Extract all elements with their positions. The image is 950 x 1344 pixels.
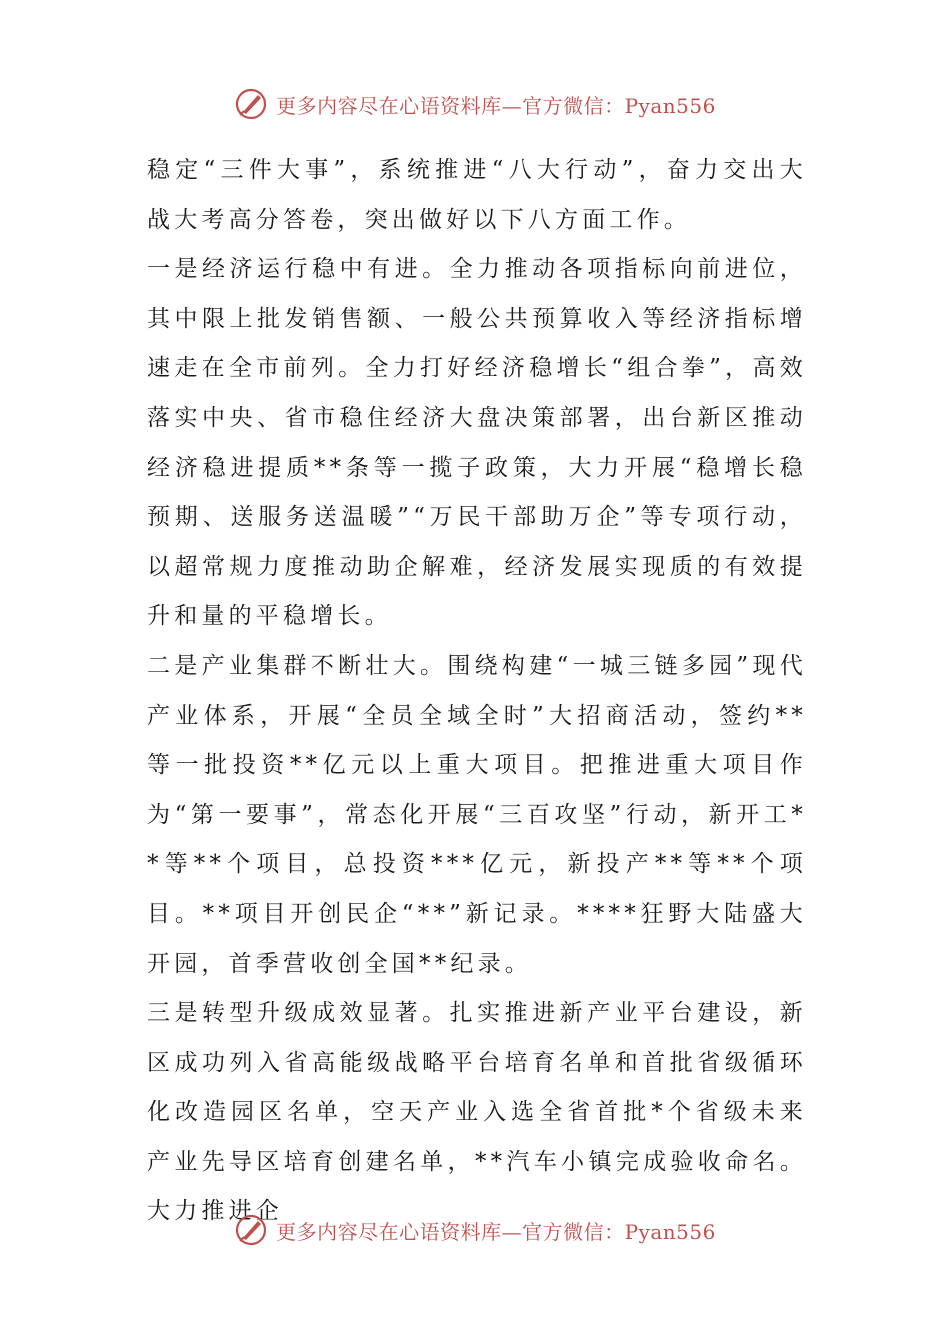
paragraph: 三是转型升级成效显著。扎实推进新产业平台建设，新区成功列入省高能级战略平台培育名单和首批省级循环化改造园区名单，空天产业入选全省首批*个省级未来产业先导区培育创建名单，**汽车小镇完成验收命名。大力推进企 xyxy=(147,1000,807,1225)
footer-banner xyxy=(0,1208,950,1252)
paragraph: 稳定“三件大事”，系统推进“八大行动”，奋力交出大战大考高分答卷，突出做好以下八方面工作。 xyxy=(147,157,807,233)
quill-logo-icon xyxy=(234,87,268,121)
paragraph: 二是产业集群不断壮大。围绕构建“一城三链多园”现代产业体系，开展“全员全域全时”大招商活动，签约**等一批投资**亿元以上重大项目。把推进重大项目作为“第一要事”，常态化开展“三百攻坚”行动，新开工**等**个项目，总投资***亿元，新投产**等**个项目。**项目开创民企“**”新记录。****狂野大陆盛大开园，首季营收创全国**纪录。 xyxy=(147,652,807,977)
banner-text: 更多内容尽在心语资料库—官方微信：Pyan556 xyxy=(276,1219,716,1244)
quill-logo-icon xyxy=(234,1213,268,1247)
document-body xyxy=(147,146,807,1237)
banner-text: 更多内容尽在心语资料库—官方微信：Pyan556 xyxy=(276,93,716,118)
header-banner xyxy=(0,82,950,126)
paragraph: 一是经济运行稳中有进。全力推动各项指标向前进位，其中限上批发销售额、一般公共预算收入等经济指标增速走在全市前列。全力打好经济稳增长“组合拳”，高效落实中央、省市稳住经济大盘决策部署，出台新区推动经济稳进提质**条等一揽子政策，大力开展“稳增长稳预期、送服务送温暖”“万民干部助万企”等专项行动，以超常规力度推动助企解难，经济发展实现质的有效提升和量的平稳增长。 xyxy=(147,256,807,630)
